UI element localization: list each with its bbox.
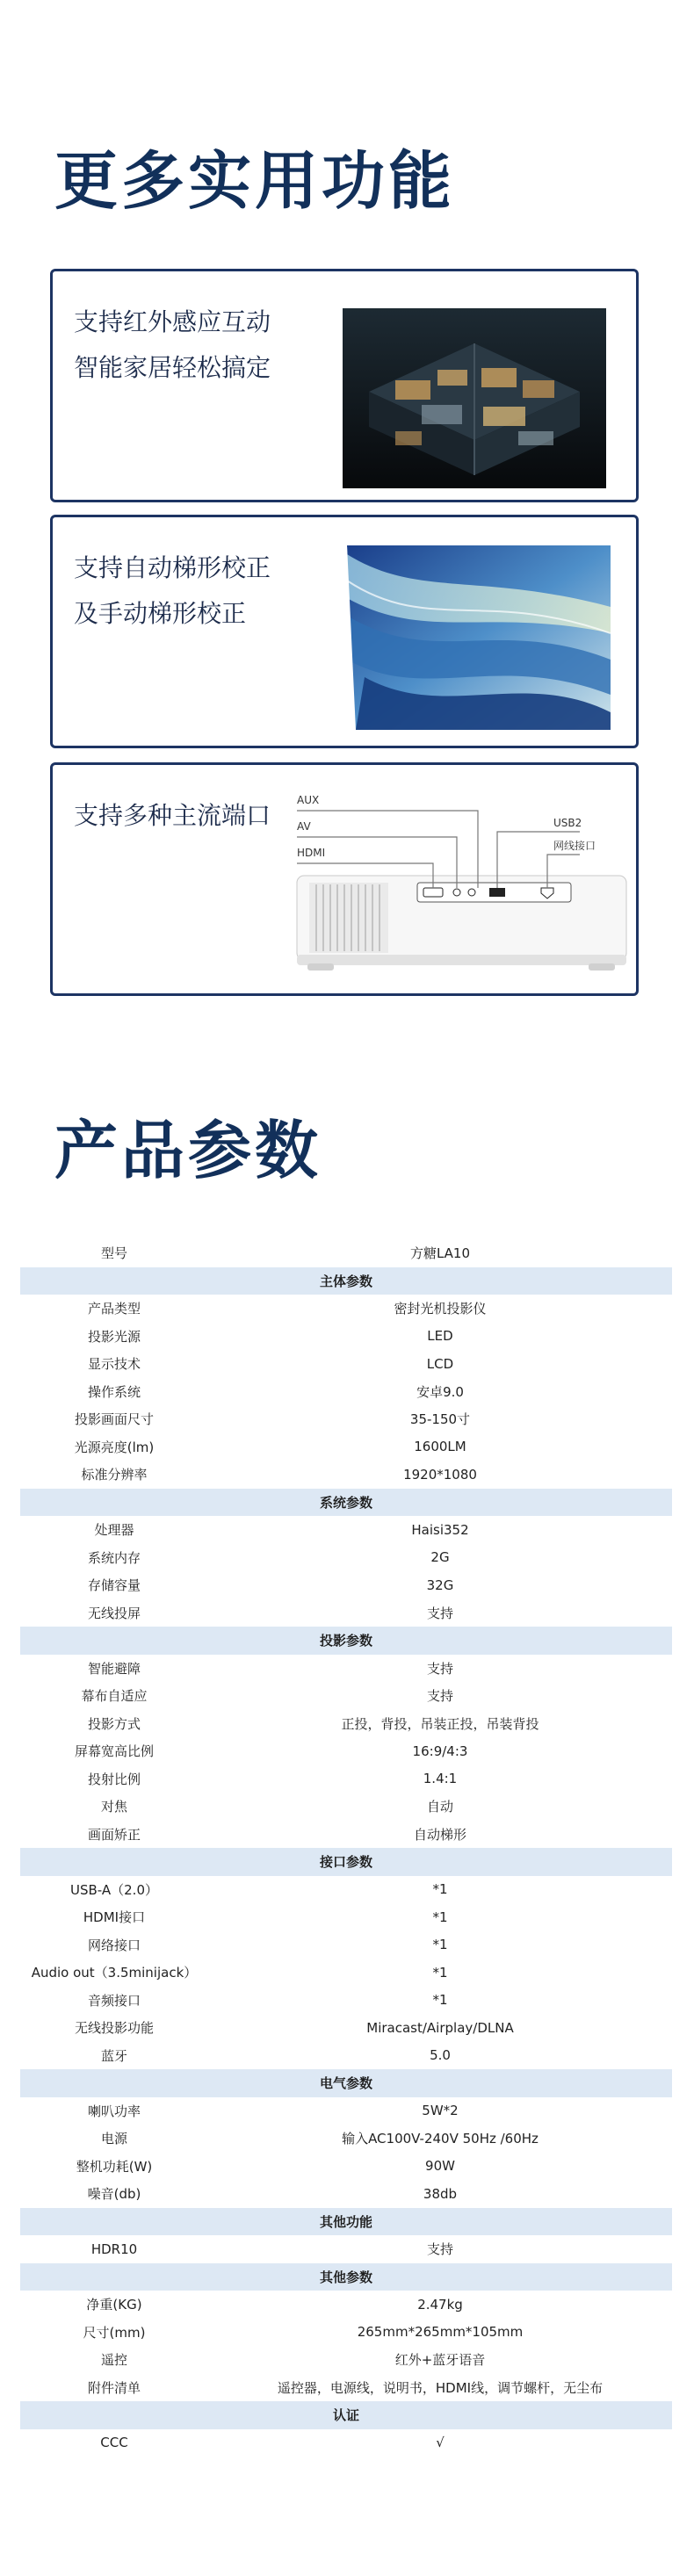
spec-row	[20, 1433, 672, 1461]
spec-value: 2G	[430, 1549, 450, 1566]
spec-value: 265mm*265mm*105mm	[357, 2324, 524, 2341]
spec-key: 幕布自适应	[81, 1688, 148, 1705]
feature-line: 智能家居轻松搞定	[74, 353, 271, 382]
feature-text	[74, 793, 271, 839]
spec-key: 电源	[100, 2131, 127, 2147]
ports-diagram	[290, 779, 641, 985]
spec-key: 尺寸(mm)	[83, 2324, 146, 2341]
usb2-label: USB2	[553, 817, 582, 829]
spec-key: Audio out（3.5minijack）	[31, 1965, 198, 1981]
spec-row	[20, 1710, 672, 1738]
spec-row	[20, 1461, 672, 1489]
spec-value: 红外+蓝牙语音	[394, 2352, 486, 2369]
spec-group-title: 主体参数	[319, 1273, 372, 1289]
spec-key: 蓝牙	[100, 2047, 127, 2064]
spec-row	[20, 1655, 672, 1683]
spec-value: 密封光机投影仪	[394, 1301, 487, 1317]
features-title: 更多实用功能	[54, 144, 456, 218]
spec-key: 对焦	[100, 1799, 127, 1815]
spec-group-header	[20, 2069, 672, 2097]
specs-title: 产品参数	[54, 1114, 322, 1187]
spec-row	[20, 2153, 672, 2181]
spec-value: 自动梯形	[413, 1826, 466, 1843]
spec-key: 投影画面尺寸	[74, 1411, 154, 1428]
spec-row	[20, 1350, 672, 1378]
spec-row	[20, 1295, 672, 1323]
spec-value: 32G	[426, 1577, 454, 1593]
spec-value: 5.0	[430, 2047, 451, 2064]
spec-group-title: 其他参数	[319, 2269, 372, 2285]
spec-group-header	[20, 2208, 672, 2236]
spec-row	[20, 2319, 672, 2347]
spec-row	[20, 1682, 672, 1710]
spec-key: 网络接口	[87, 1937, 141, 1953]
spec-key: HDR10	[90, 2240, 138, 2257]
spec-key: USB-A（2.0）	[70, 1881, 158, 1898]
spec-value: 遥控器，电源线，说明书，HDMI线，调节螺杆，无尘布	[277, 2379, 604, 2396]
spec-row	[20, 1793, 672, 1821]
spec-group-header	[20, 2401, 672, 2429]
spec-value: 1600LM	[414, 1439, 466, 1455]
spec-key: 喇叭功率	[87, 2103, 141, 2119]
spec-value: *1	[432, 1992, 448, 2009]
spec-value: 支持	[426, 1688, 453, 1705]
spec-value: *1	[432, 1964, 448, 1981]
spec-value: 1.4:1	[423, 1771, 458, 1787]
spec-row	[20, 1599, 672, 1627]
spec-key: HDMI接口	[83, 1909, 146, 1926]
spec-group-title: 系统参数	[319, 1494, 372, 1511]
spec-key: 智能避障	[87, 1660, 141, 1677]
spec-group-header	[20, 1489, 672, 1517]
spec-row	[20, 1987, 672, 2015]
spec-value: Miracast/Airplay/DLNA	[366, 2019, 514, 2036]
spec-row	[20, 1903, 672, 1931]
spec-group-title: 认证	[332, 2407, 359, 2424]
spec-value: LED	[427, 1328, 453, 1345]
spec-value: 38db	[423, 2185, 458, 2202]
spec-group-title: 投影参数	[319, 1633, 372, 1649]
spec-key: 投射比例	[87, 1771, 141, 1787]
spec-key: 标准分辨率	[81, 1467, 148, 1483]
spec-key: 噪音(db)	[87, 2186, 141, 2203]
spec-key: 操作系统	[87, 1383, 141, 1400]
spec-value: Haisi352	[411, 1521, 469, 1538]
spec-key: 附件清单	[87, 2379, 141, 2396]
feature-line: 及手动梯形校正	[74, 599, 247, 628]
spec-row	[20, 2180, 672, 2208]
spec-group-header	[20, 1267, 672, 1295]
feature-line: 支持多种主流端口	[74, 801, 271, 830]
av-label: AV	[297, 820, 311, 833]
spec-row	[20, 2291, 672, 2319]
spec-group-title: 电气参数	[319, 2075, 372, 2092]
aux-label: AUX	[297, 794, 320, 806]
spec-key: 无线投影功能	[74, 2020, 154, 2037]
hdmi-label: HDMI	[297, 847, 326, 859]
spec-value: √	[436, 2435, 445, 2451]
feature-card-ports	[50, 762, 639, 996]
spec-row	[20, 1544, 672, 1572]
spec-key: 投影光源	[87, 1328, 141, 1345]
smart-home-house-image	[343, 308, 606, 488]
keystone-correction-image	[347, 545, 611, 730]
spec-key: 投影方式	[87, 1715, 141, 1732]
spec-value: 正投，背投，吊装正投，吊装背投	[341, 1715, 539, 1732]
spec-value: 自动	[426, 1799, 453, 1815]
spec-row	[20, 2235, 672, 2263]
spec-key: 型号	[100, 1245, 127, 1262]
spec-value: 支持	[426, 2241, 453, 2258]
spec-row	[20, 1239, 672, 1267]
spec-value: *1	[432, 1937, 448, 1953]
spec-row	[20, 1378, 672, 1406]
spec-row	[20, 2374, 672, 2402]
feature-card-infrared	[50, 269, 639, 502]
spec-key: 遥控	[100, 2352, 127, 2369]
feature-line: 支持自动梯形校正	[74, 553, 271, 582]
specs-table	[20, 1239, 672, 2457]
feature-text	[74, 545, 271, 637]
spec-row	[20, 1516, 672, 1544]
spec-key: 屏幕宽高比例	[74, 1743, 154, 1760]
spec-key: 系统内存	[87, 1549, 141, 1566]
spec-row	[20, 1405, 672, 1433]
spec-value: 35-150寸	[409, 1411, 471, 1428]
spec-row	[20, 2125, 672, 2153]
spec-value: 5W*2	[422, 2103, 459, 2119]
spec-row	[20, 1737, 672, 1765]
spec-value: 1920*1080	[403, 1466, 477, 1483]
lan-label: 网线接口	[553, 840, 596, 852]
spec-row	[20, 2042, 672, 2070]
spec-key: 整机功耗(W)	[76, 2158, 153, 2175]
spec-value: 支持	[426, 1660, 453, 1677]
spec-value: 安卓9.0	[416, 1383, 464, 1400]
feature-text	[74, 299, 271, 391]
spec-row	[20, 1876, 672, 1904]
spec-value: 16:9/4:3	[412, 1743, 468, 1759]
feature-line: 支持红外感应互动	[74, 307, 271, 336]
spec-row	[20, 1931, 672, 1959]
spec-value: *1	[432, 1881, 448, 1898]
spec-row	[20, 2097, 672, 2125]
spec-row	[20, 1959, 672, 1987]
spec-key: 无线投屏	[87, 1605, 141, 1621]
spec-row	[20, 2346, 672, 2374]
spec-key: CCC	[100, 2435, 128, 2451]
spec-row	[20, 2014, 672, 2042]
spec-group-header	[20, 2263, 672, 2291]
spec-key: 画面矫正	[87, 1826, 141, 1843]
spec-value: 支持	[426, 1605, 453, 1621]
spec-row	[20, 1571, 672, 1599]
spec-value: 方糖LA10	[409, 1245, 471, 1262]
spec-row	[20, 2429, 672, 2457]
spec-row	[20, 1323, 672, 1351]
spec-group-title: 接口参数	[319, 1854, 372, 1871]
spec-value: 2.47kg	[417, 2296, 463, 2313]
spec-row	[20, 1821, 672, 1849]
spec-value: 90W	[425, 2158, 455, 2175]
spec-key: 产品类型	[87, 1301, 141, 1317]
spec-key: 处理器	[94, 1522, 134, 1539]
spec-group-header	[20, 1848, 672, 1876]
spec-group-header	[20, 1627, 672, 1655]
spec-key: 净重(KG)	[86, 2297, 142, 2313]
spec-key: 光源亮度(lm)	[74, 1439, 155, 1455]
spec-key: 音频接口	[87, 1992, 141, 2009]
feature-card-keystone	[50, 515, 639, 748]
spec-value: 输入AC100V-240V 50Hz /60Hz	[342, 2131, 539, 2147]
spec-group-title: 其他功能	[319, 2213, 372, 2230]
spec-key: 存储容量	[87, 1577, 141, 1594]
spec-value: *1	[432, 1909, 448, 1925]
spec-value: LCD	[426, 1355, 454, 1372]
spec-row	[20, 1765, 672, 1793]
spec-key: 显示技术	[87, 1356, 141, 1373]
